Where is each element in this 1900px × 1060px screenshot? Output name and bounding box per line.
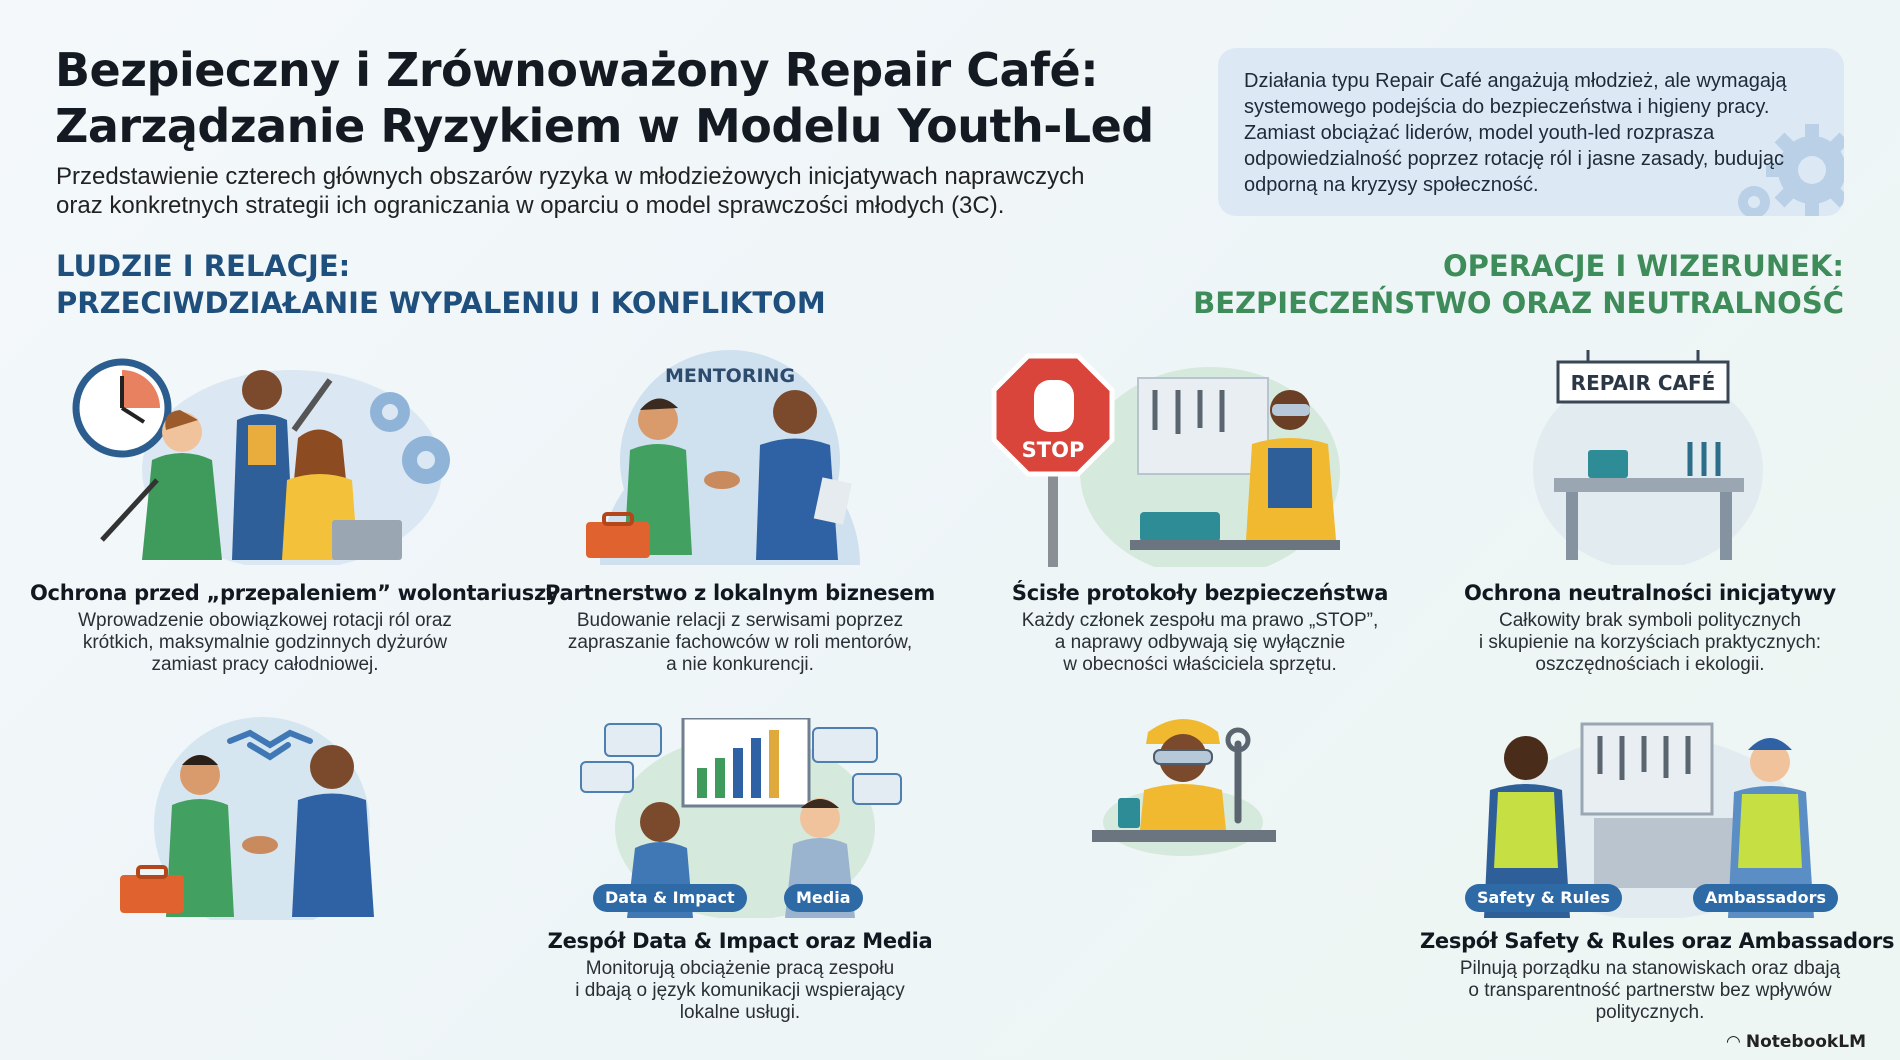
card-safety-ambassadors-title: Zespół Safety & Rules oraz Ambassadors	[1420, 929, 1895, 953]
safety-rules-badge: Safety & Rules	[1465, 884, 1622, 912]
card-partnership-line-1: Budowanie relacji z serwisami poprzez	[576, 610, 904, 631]
card-neutrality-line-2: i skupienie na korzyściach praktycznych:	[1478, 632, 1822, 653]
card-partnership-line-3: a nie konkurencji.	[666, 654, 814, 675]
card-protocols-line-2: a naprawy odbywają się wyłącznie	[1054, 632, 1346, 653]
card-neutrality	[1430, 580, 1870, 676]
page-title	[55, 42, 1185, 154]
mentoring-label: MENTORING	[664, 365, 796, 387]
card-data-media-line-1: Monitorują obciążenie pracą zespołu	[585, 958, 895, 979]
stop-label: STOP	[1021, 438, 1085, 462]
card-neutrality-line-1: Całkowity brak symboli politycznych	[1499, 610, 1801, 631]
volunteers-illustration	[62, 350, 472, 565]
title-line-1: Bezpieczny i Zrównoważony Repair Café:	[55, 43, 1099, 97]
card-partnership-line-2: zapraszanie fachowców w roli mentorów,	[567, 632, 913, 653]
media-badge: Media	[784, 884, 863, 912]
notebooklm-logo-icon: ◠	[1726, 1032, 1746, 1052]
section-operations-line-1: OPERACJE I WIZERUNEK:	[1442, 249, 1844, 283]
section-people-line-2: PRZECIWDZIAŁANIE WYPALENIU I KONFLIKTOM	[56, 286, 826, 320]
card-partnership-title: Partnerstwo z lokalnym biznesem	[545, 581, 935, 605]
brand-label: NotebookLM	[1745, 1032, 1866, 1052]
card-burnout-line-2: krótkich, maksymalnie godzinnych dyżurów	[82, 632, 448, 653]
page-subtitle	[56, 162, 1116, 220]
section-people-header	[56, 248, 826, 322]
mentoring-illustration	[580, 350, 880, 565]
card-partnership	[520, 580, 960, 676]
card-safety-ambassadors	[1420, 928, 1895, 1024]
card-data-media-line-3: lokalne usługi.	[679, 1002, 801, 1023]
subtitle-line-1: Przedstawienie czterech głównych obszarów ryzyka w młodzieżowych inicjatywach naprawczych	[56, 163, 1085, 190]
subtitle-line-2: oraz konkretnych strategii ich ograniczania w oparciu o model sprawczości młodych (3C).	[56, 192, 1005, 219]
card-neutrality-line-3: oszczędnościach i ekologii.	[1535, 654, 1765, 675]
card-data-media-title: Zespół Data & Impact oraz Media	[547, 929, 933, 953]
card-data-media-line-2: i dbają o język komunikacji wspierający	[575, 980, 905, 1001]
title-line-2: Zarządzanie Ryzykiem w Modelu Youth-Led	[55, 99, 1154, 153]
card-protocols-title: Ścisłe protokoły bezpieczeństwa	[1011, 581, 1389, 605]
card-burnout-title: Ochrona przed „przepaleniem” wolontariuszy	[30, 581, 560, 605]
section-people-line-1: LUDZIE I RELACJE:	[56, 249, 351, 283]
data-impact-badge: Data & Impact	[593, 884, 747, 912]
section-operations-line-2: BEZPIECZEŃSTWO ORAZ NEUTRALNOŚĆ	[1193, 286, 1844, 320]
handshake-illustration	[112, 705, 392, 920]
card-safety-ambassadors-line-1: Pilnują porządku na stanowiskach oraz dbają	[1459, 958, 1841, 979]
card-protocols-line-1: Każdy członek zespołu ma prawo „STOP”,	[1021, 610, 1379, 631]
intro-text: Działania typu Repair Café angażują młodzież, ale wymagają systemowego podejścia do bezpieczeństwa i higieny pracy. Zamiast obciążać liderów, model youth-led rozprasza odpowiedzialność poprzez rotację ról i jasne zasady, budując odporną na kryzysy społeczność.	[1244, 70, 1787, 196]
repair-cafe-label: REPAIR CAFÉ	[1570, 371, 1716, 395]
repair-cafe-illustration	[1508, 350, 1768, 565]
card-protocols-line-3: w obecności właściciela sprzętu.	[1063, 654, 1337, 675]
section-operations-header	[1193, 248, 1844, 322]
card-burnout-line-1: Wprowadzenie obowiązkowej rotacji ról oraz	[78, 610, 452, 631]
card-burnout-line-3: zamiast pracy całodniowej.	[151, 654, 379, 675]
card-neutrality-title: Ochrona neutralności inicjatywy	[1464, 581, 1836, 605]
card-burnout	[30, 580, 560, 676]
worker-goggles-illustration	[1088, 710, 1278, 860]
stop-workshop-illustration	[990, 352, 1350, 567]
card-safety-ambassadors-line-3: politycznych.	[1595, 1002, 1705, 1023]
ambassadors-badge: Ambassadors	[1693, 884, 1838, 912]
card-safety-ambassadors-line-2: o transparentność partnerstw bez wpływów	[1468, 980, 1832, 1001]
clock-icon	[76, 362, 168, 454]
notebooklm-brand	[1727, 1032, 1866, 1052]
card-protocols	[980, 580, 1420, 676]
intro-box	[1218, 48, 1844, 216]
card-data-media	[520, 928, 960, 1024]
